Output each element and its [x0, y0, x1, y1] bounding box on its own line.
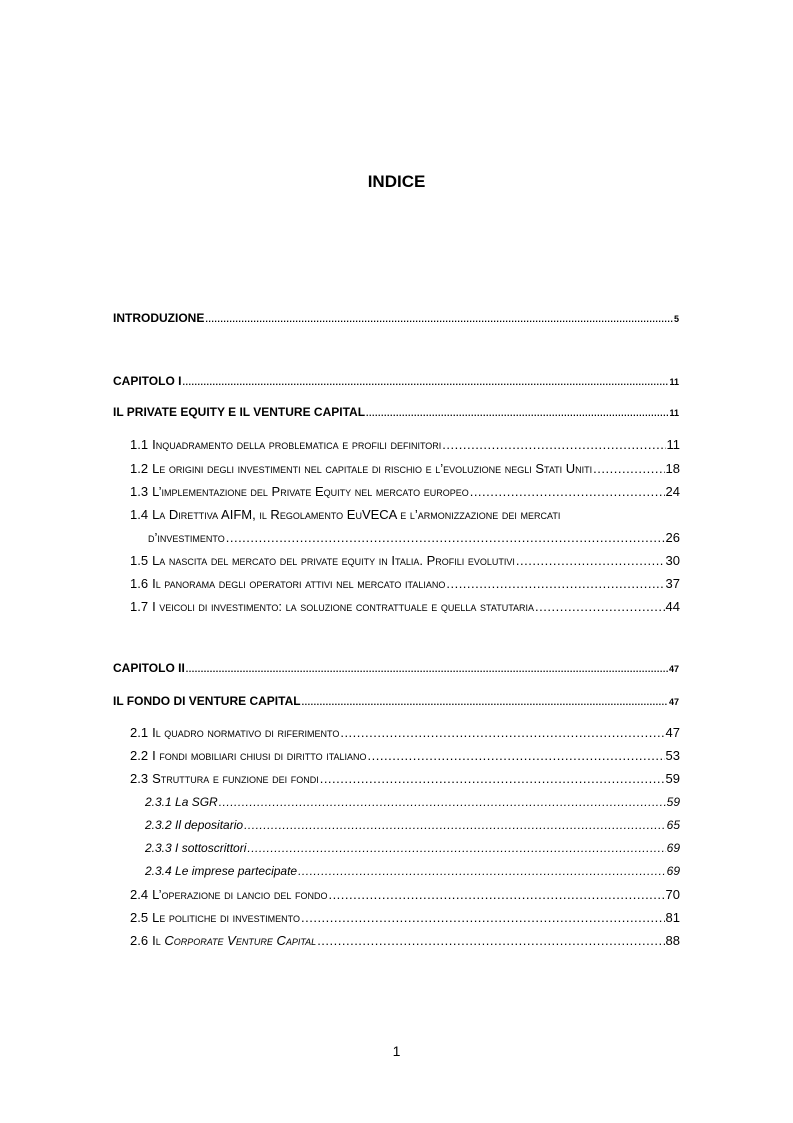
- toc-label: 1.1 Inquadramento della problematica e profili definitori: [130, 437, 442, 452]
- dot-leader: [442, 437, 665, 452]
- toc-page: 26: [665, 530, 680, 545]
- toc-label: 2.2 I fondi mobiliari chiusi di diritto italiano: [130, 748, 367, 763]
- toc-page: 18: [665, 461, 680, 476]
- toc-entry-1-2[interactable]: [130, 461, 680, 476]
- toc-entry-capitolo-2-title[interactable]: [113, 694, 679, 708]
- toc-entry-1-3[interactable]: [130, 484, 680, 499]
- toc-entry-2-2[interactable]: [130, 748, 680, 763]
- toc-entry-2-3-3[interactable]: [145, 841, 680, 855]
- toc-page: 47: [668, 697, 679, 707]
- toc-entry-1-4-continued[interactable]: [148, 530, 680, 545]
- dot-leader: [226, 530, 665, 545]
- toc-entry-2-4[interactable]: [130, 887, 680, 902]
- toc-page: 11: [666, 437, 680, 452]
- dot-leader: [328, 887, 664, 902]
- toc-label: CAPITOLO I: [113, 374, 182, 388]
- toc-page: 44: [665, 599, 680, 614]
- toc-label: d’investimento: [148, 530, 225, 545]
- toc-label: 2.4 L’operazione di lancio del fondo: [130, 887, 328, 902]
- dot-leader: [205, 314, 673, 324]
- toc-label: 2.3 Struttura e funzione dei fondi: [130, 771, 319, 786]
- toc-page: 69: [666, 864, 680, 878]
- toc-page: 88: [665, 933, 680, 948]
- toc-entry-2-3-1[interactable]: [145, 795, 680, 809]
- toc-label: 2.5 Le politiche di investimento: [130, 910, 300, 925]
- dot-leader: [366, 408, 668, 418]
- dot-leader: [298, 864, 666, 878]
- toc-entry-1-4[interactable]: [130, 507, 680, 522]
- toc-label: 2.3.2 Il depositario: [145, 818, 244, 832]
- toc-page: 24: [665, 484, 680, 499]
- toc-page: 37: [665, 576, 680, 591]
- page-number: 1: [392, 1043, 401, 1059]
- dot-leader: [301, 910, 665, 925]
- dot-leader: [219, 795, 666, 809]
- dot-leader: [593, 461, 664, 476]
- dot-leader: [247, 841, 665, 855]
- toc-page: 53: [665, 748, 680, 763]
- dot-leader: [320, 771, 665, 786]
- dot-leader: [516, 553, 665, 568]
- dot-leader: [182, 377, 668, 387]
- toc-entry-2-1[interactable]: [130, 725, 680, 740]
- dot-leader: [302, 697, 668, 707]
- toc-label: 2.3.1 La SGR: [145, 795, 218, 809]
- dot-leader: [244, 818, 666, 832]
- toc-label: 2.6 Il Corporate Venture Capital: [130, 933, 317, 948]
- dot-leader: [368, 748, 665, 763]
- toc-page: 5: [673, 314, 679, 324]
- toc-label: 1.7 I veicoli di investimento: la soluzione contrattuale e quella statutaria: [130, 599, 535, 614]
- toc-label: IL PRIVATE EQUITY E IL VENTURE CAPITAL: [113, 405, 366, 419]
- dot-leader: [317, 933, 664, 948]
- toc-label: INTRODUZIONE: [113, 311, 205, 325]
- toc-label: 1.4 La Direttiva AIFM, il Regolamento EuVECA e l’armonizzazione dei mercati: [130, 507, 561, 522]
- toc-page: 47: [668, 664, 679, 674]
- toc-page: 59: [666, 795, 680, 809]
- toc-label: 2.3.3 I sottoscrittori: [145, 841, 247, 855]
- toc-label: 2.3.4 Le imprese partecipate: [145, 864, 298, 878]
- toc-label: CAPITOLO II: [113, 661, 185, 675]
- toc-label: 1.6 Il panorama degli operatori attivi nel mercato italiano: [130, 576, 446, 591]
- toc-page: 59: [665, 771, 680, 786]
- toc-entry-capitolo-2[interactable]: [113, 661, 679, 675]
- toc-page: 81: [665, 910, 680, 925]
- dot-leader: [446, 576, 664, 591]
- toc-entry-capitolo-1[interactable]: [113, 374, 679, 388]
- dot-leader: [340, 725, 664, 740]
- toc-label: 1.5 La nascita del mercato del private equity in Italia. Profili evolutivi: [130, 553, 515, 568]
- toc-label: IL FONDO DI VENTURE CAPITAL: [113, 694, 301, 708]
- page-title: INDICE: [367, 172, 426, 191]
- toc-entry-introduzione[interactable]: [113, 311, 679, 325]
- toc-entry-2-3-4[interactable]: [145, 864, 680, 878]
- dot-leader: [186, 664, 668, 674]
- toc-page: 70: [665, 887, 680, 902]
- toc-entry-1-1[interactable]: [130, 437, 680, 452]
- toc-entry-1-7[interactable]: [130, 599, 680, 614]
- toc-label: 2.1 Il quadro normativo di riferimento: [130, 725, 340, 740]
- toc-page: 69: [666, 841, 680, 855]
- toc-label: 1.3 L’implementazione del Private Equity nel mercato europeo: [130, 484, 469, 499]
- toc-entry-2-3-2[interactable]: [145, 818, 680, 832]
- toc-entry-capitolo-1-title[interactable]: [113, 405, 679, 419]
- toc-entry-2-5[interactable]: [130, 910, 680, 925]
- dot-leader: [470, 484, 665, 499]
- toc-entry-2-6[interactable]: [130, 933, 680, 948]
- toc-entry-2-3[interactable]: [130, 771, 680, 786]
- toc-page: 11: [669, 408, 679, 418]
- toc-page: 11: [669, 377, 679, 387]
- toc-entry-1-5[interactable]: [130, 553, 680, 568]
- toc-page: 65: [666, 818, 680, 832]
- dot-leader: [535, 599, 664, 614]
- toc-label: 1.2 Le origini degli investimenti nel capitale di rischio e l’evoluzione negli Stati Uniti: [130, 461, 593, 476]
- toc-entry-1-6[interactable]: [130, 576, 680, 591]
- toc-page: 47: [665, 725, 680, 740]
- toc-page: 30: [665, 553, 680, 568]
